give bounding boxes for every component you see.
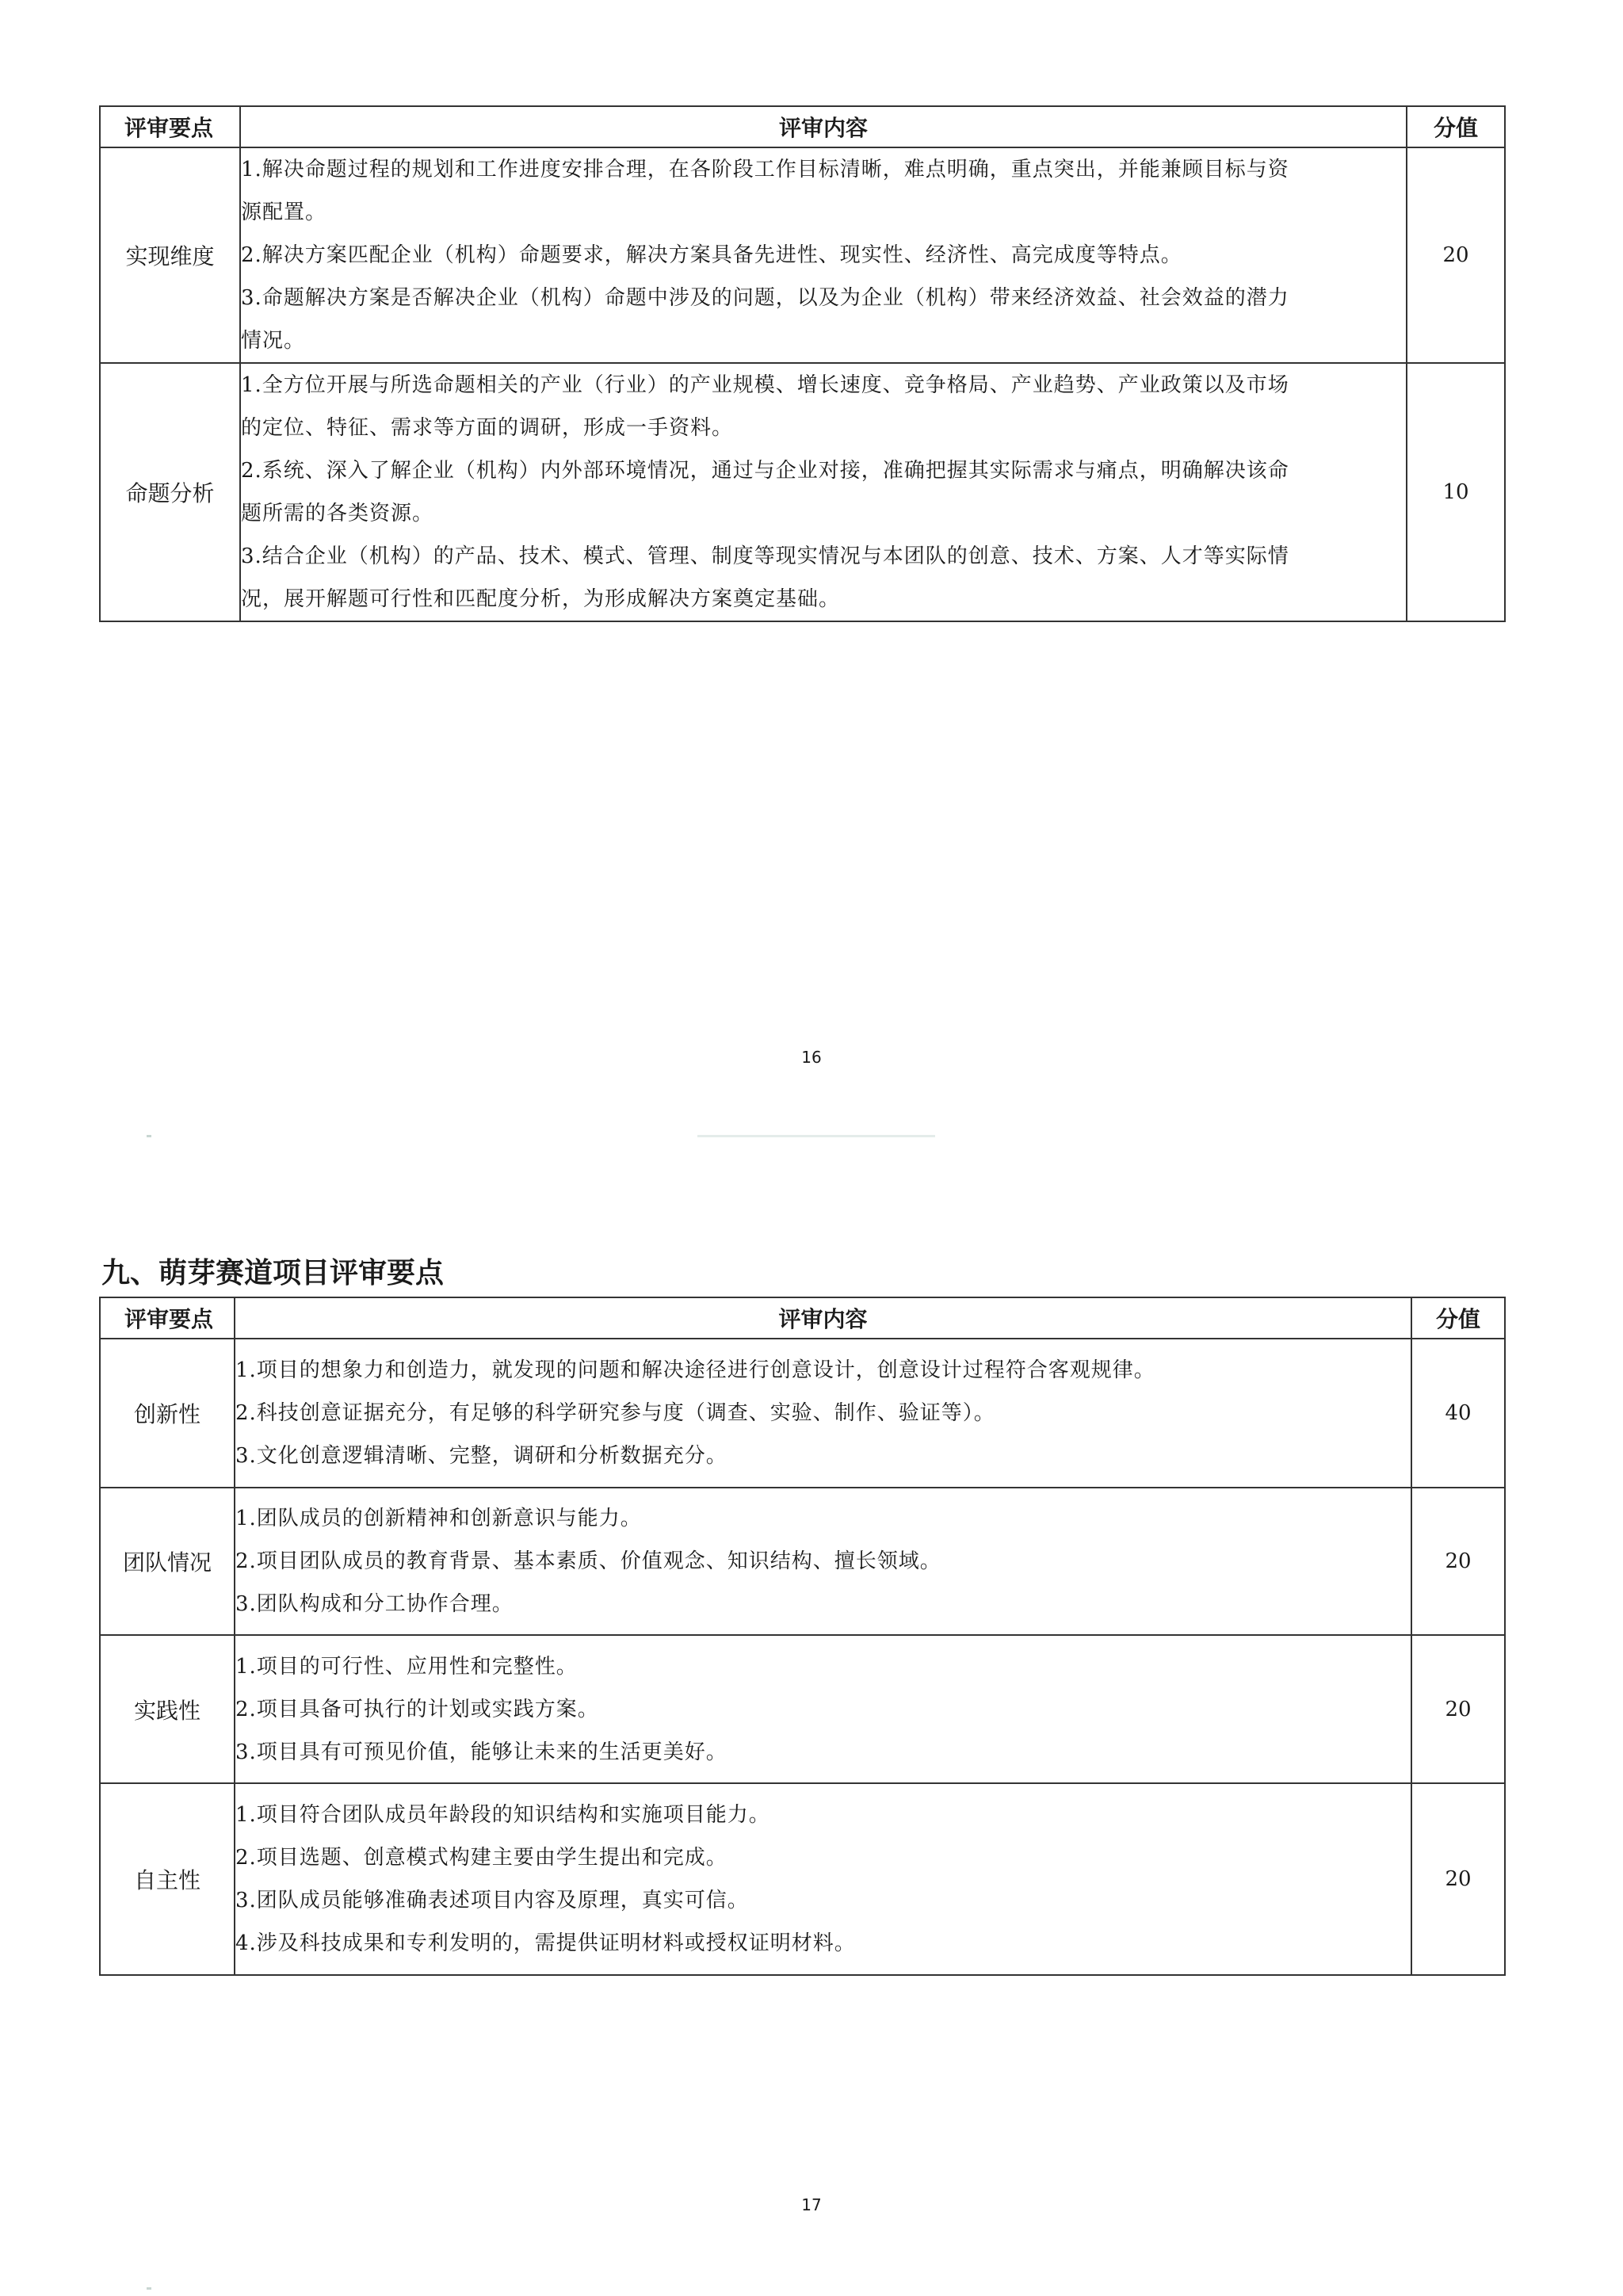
content-line: 源配置。 [241, 201, 327, 224]
row-key: 实现维度 [100, 147, 240, 363]
content-line: 3.命题解决方案是否解决企业（机构）命题中涉及的问题，以及为企业（机构）带来经济效益、社会效益的潜力 [241, 286, 1289, 310]
row-score: 20 [1411, 1783, 1505, 1975]
row-content [240, 363, 1407, 621]
content-line: 1.全方位开展与所选命题相关的产业（行业）的产业规模、增长速度、竞争格局、产业趋势、产业政策以及市场 [241, 373, 1289, 397]
header-content: 评审内容 [240, 106, 1407, 147]
content-line: 1.项目符合团队成员年龄段的知识结构和实施项目能力。 [235, 1803, 770, 1827]
table-row [100, 1339, 1505, 1488]
content-line: 2.科技创意证据充分，有足够的科学研究参与度（调查、实验、制作、验证等）。 [235, 1401, 995, 1425]
content-line: 1.解决命题过程的规划和工作进度安排合理，在各阶段工作目标清晰，难点明确，重点突出，并能兼顾目标与资 [241, 158, 1289, 181]
header-score: 分值 [1407, 106, 1505, 147]
row-content [235, 1339, 1411, 1488]
scan-artifact [147, 1135, 151, 1137]
content-line: 1.项目的想象力和创造力，就发现的问题和解决途径进行创意设计，创意设计过程符合客观规律。 [235, 1358, 1155, 1382]
table-row [100, 363, 1505, 621]
row-score: 20 [1411, 1635, 1505, 1783]
row-key: 团队情况 [100, 1488, 235, 1635]
content-line: 1.团队成员的创新精神和创新意识与能力。 [235, 1507, 642, 1530]
page-number: 17 [801, 2195, 822, 2214]
content-line: 3.结合企业（机构）的产品、技术、模式、管理、制度等现实情况与本团队的创意、技术、方案、人才等实际情 [241, 544, 1289, 568]
content-line: 3.团队成员能够准确表述项目内容及原理，真实可信。 [235, 1889, 749, 1912]
content-line: 1.项目的可行性、应用性和完整性。 [235, 1654, 578, 1679]
content-line: 2.项目团队成员的教育背景、基本素质、价值观念、知识结构、擅长领域。 [235, 1549, 941, 1573]
scan-artifact [147, 2287, 151, 2290]
table-header-row [100, 106, 1505, 147]
review-table-page16 [99, 105, 1506, 622]
row-content [240, 147, 1407, 363]
content-line: 情况。 [241, 329, 306, 353]
row-content [235, 1488, 1411, 1635]
content-line: 的定位、特征、需求等方面的调研，形成一手资料。 [241, 416, 734, 440]
table-row [100, 1488, 1505, 1635]
row-key: 创新性 [100, 1339, 235, 1488]
table-row [100, 1635, 1505, 1783]
row-key: 实践性 [100, 1635, 235, 1783]
row-key: 命题分析 [100, 363, 240, 621]
content-line: 2.解决方案匹配企业（机构）命题要求，解决方案具备先进性、现实性、经济性、高完成度等特点。 [241, 243, 1182, 267]
row-score: 10 [1407, 363, 1505, 621]
row-score: 20 [1407, 147, 1505, 363]
header-key: 评审要点 [100, 106, 240, 147]
content-line: 3.团队构成和分工协作合理。 [235, 1592, 514, 1616]
section-heading: 九、萌芽赛道项目评审要点 [101, 1257, 445, 1289]
table-row [100, 1783, 1505, 1975]
row-score: 40 [1411, 1339, 1505, 1488]
row-key: 自主性 [100, 1783, 235, 1975]
header-key: 评审要点 [100, 1297, 235, 1339]
content-line: 2.项目具备可执行的计划或实践方案。 [235, 1697, 599, 1721]
row-content [235, 1635, 1411, 1783]
review-table-page17 [99, 1297, 1506, 1976]
table-header-row [100, 1297, 1505, 1339]
header-content: 评审内容 [235, 1297, 1411, 1339]
content-line: 2.系统、深入了解企业（机构）内外部环境情况，通过与企业对接，准确把握其实际需求与痛点，明确解决该命 [241, 459, 1289, 483]
header-score: 分值 [1411, 1297, 1505, 1339]
row-content [235, 1783, 1411, 1975]
content-line: 2.项目选题、创意模式构建主要由学生提出和完成。 [235, 1846, 727, 1870]
row-score: 20 [1411, 1488, 1505, 1635]
content-line: 3.项目具有可预见价值，能够让未来的生活更美好。 [235, 1740, 727, 1764]
content-line: 况，展开解题可行性和匹配度分析，为形成解决方案奠定基础。 [241, 587, 841, 611]
content-line: 题所需的各类资源。 [241, 502, 434, 525]
content-line: 3.文化创意逻辑清晰、完整，调研和分析数据充分。 [235, 1444, 727, 1468]
content-line: 4.涉及科技成果和专利发明的，需提供证明材料或授权证明材料。 [235, 1931, 856, 1955]
scan-artifact [697, 1135, 935, 1137]
page-number: 16 [801, 1048, 822, 1067]
table-row [100, 147, 1505, 363]
